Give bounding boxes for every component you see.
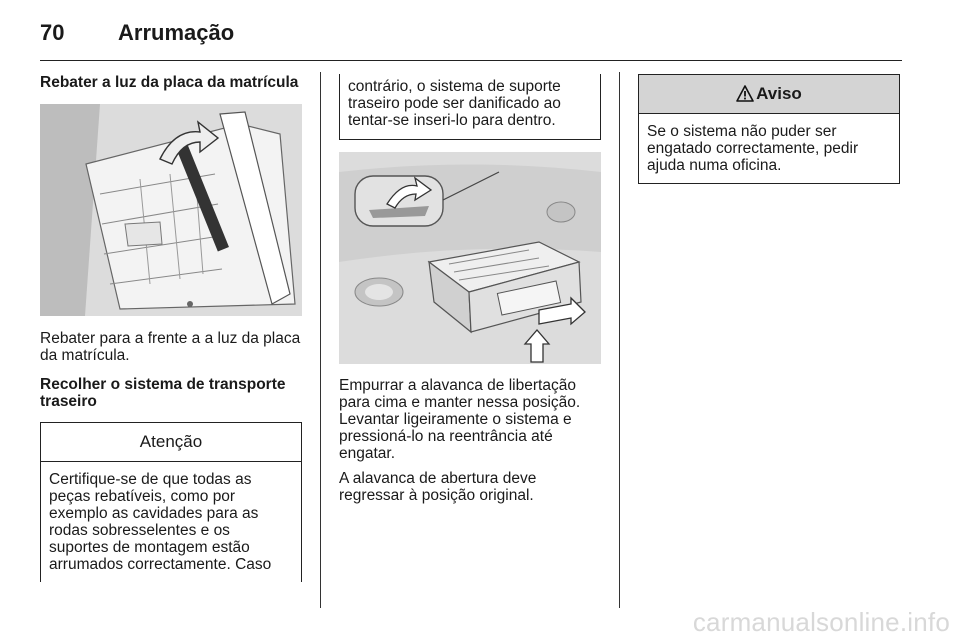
page-header — [40, 14, 902, 61]
section-heading-retract-carrier: Recolher o sistema de transporte traseiro — [40, 376, 286, 410]
chapter-title: Arrumação — [118, 20, 235, 45]
rear-carrier-retract-illustration — [339, 152, 601, 364]
column-2 — [339, 74, 601, 504]
instruction-fold-light: Rebater para a frente a a luz da placa da matrícula. — [40, 330, 301, 364]
warning-body: Se o sistema não puder ser engatado correctamente, pedir ajuda numa oficina. — [647, 123, 859, 174]
section-heading-license-light: Rebater a luz da placa da matrícula — [40, 74, 299, 91]
warning-title: Aviso — [756, 84, 802, 103]
column-1 — [40, 74, 302, 582]
caution-body: Certifique-se de que todas as peças rebatíveis, como por exemplo as cavidades para as rodas sobresselentes e os suportes de montagem estão arrumados correctamente. Caso — [49, 471, 272, 573]
caution-continued-text: contrário, o sistema de suporte traseiro pode ser danificado ao tentar-se inseri-lo para dentro. — [348, 78, 561, 129]
warning-header — [639, 75, 899, 114]
column-3 — [638, 74, 900, 184]
instruction-release-lever: Empurrar a alavanca de libertação para cima e manter nessa posição. Levantar ligeiramente o sistema e pressioná-lo na reentrância até engatar. — [339, 377, 581, 462]
page-number: 70 — [40, 20, 65, 45]
column-divider-1 — [320, 72, 321, 608]
instruction-lever-return: A alavanca de abertura deve regressar à posição original. — [339, 470, 537, 504]
warning-box — [638, 74, 900, 184]
caution-title: Atenção — [41, 423, 301, 462]
warning-triangle-icon — [736, 78, 754, 116]
caution-box — [40, 422, 302, 582]
license-plate-light-fold-illustration — [40, 104, 302, 316]
watermark: carmanualsonline.info — [692, 607, 950, 637]
column-divider-2 — [619, 72, 620, 608]
caution-box-continued — [339, 74, 601, 140]
